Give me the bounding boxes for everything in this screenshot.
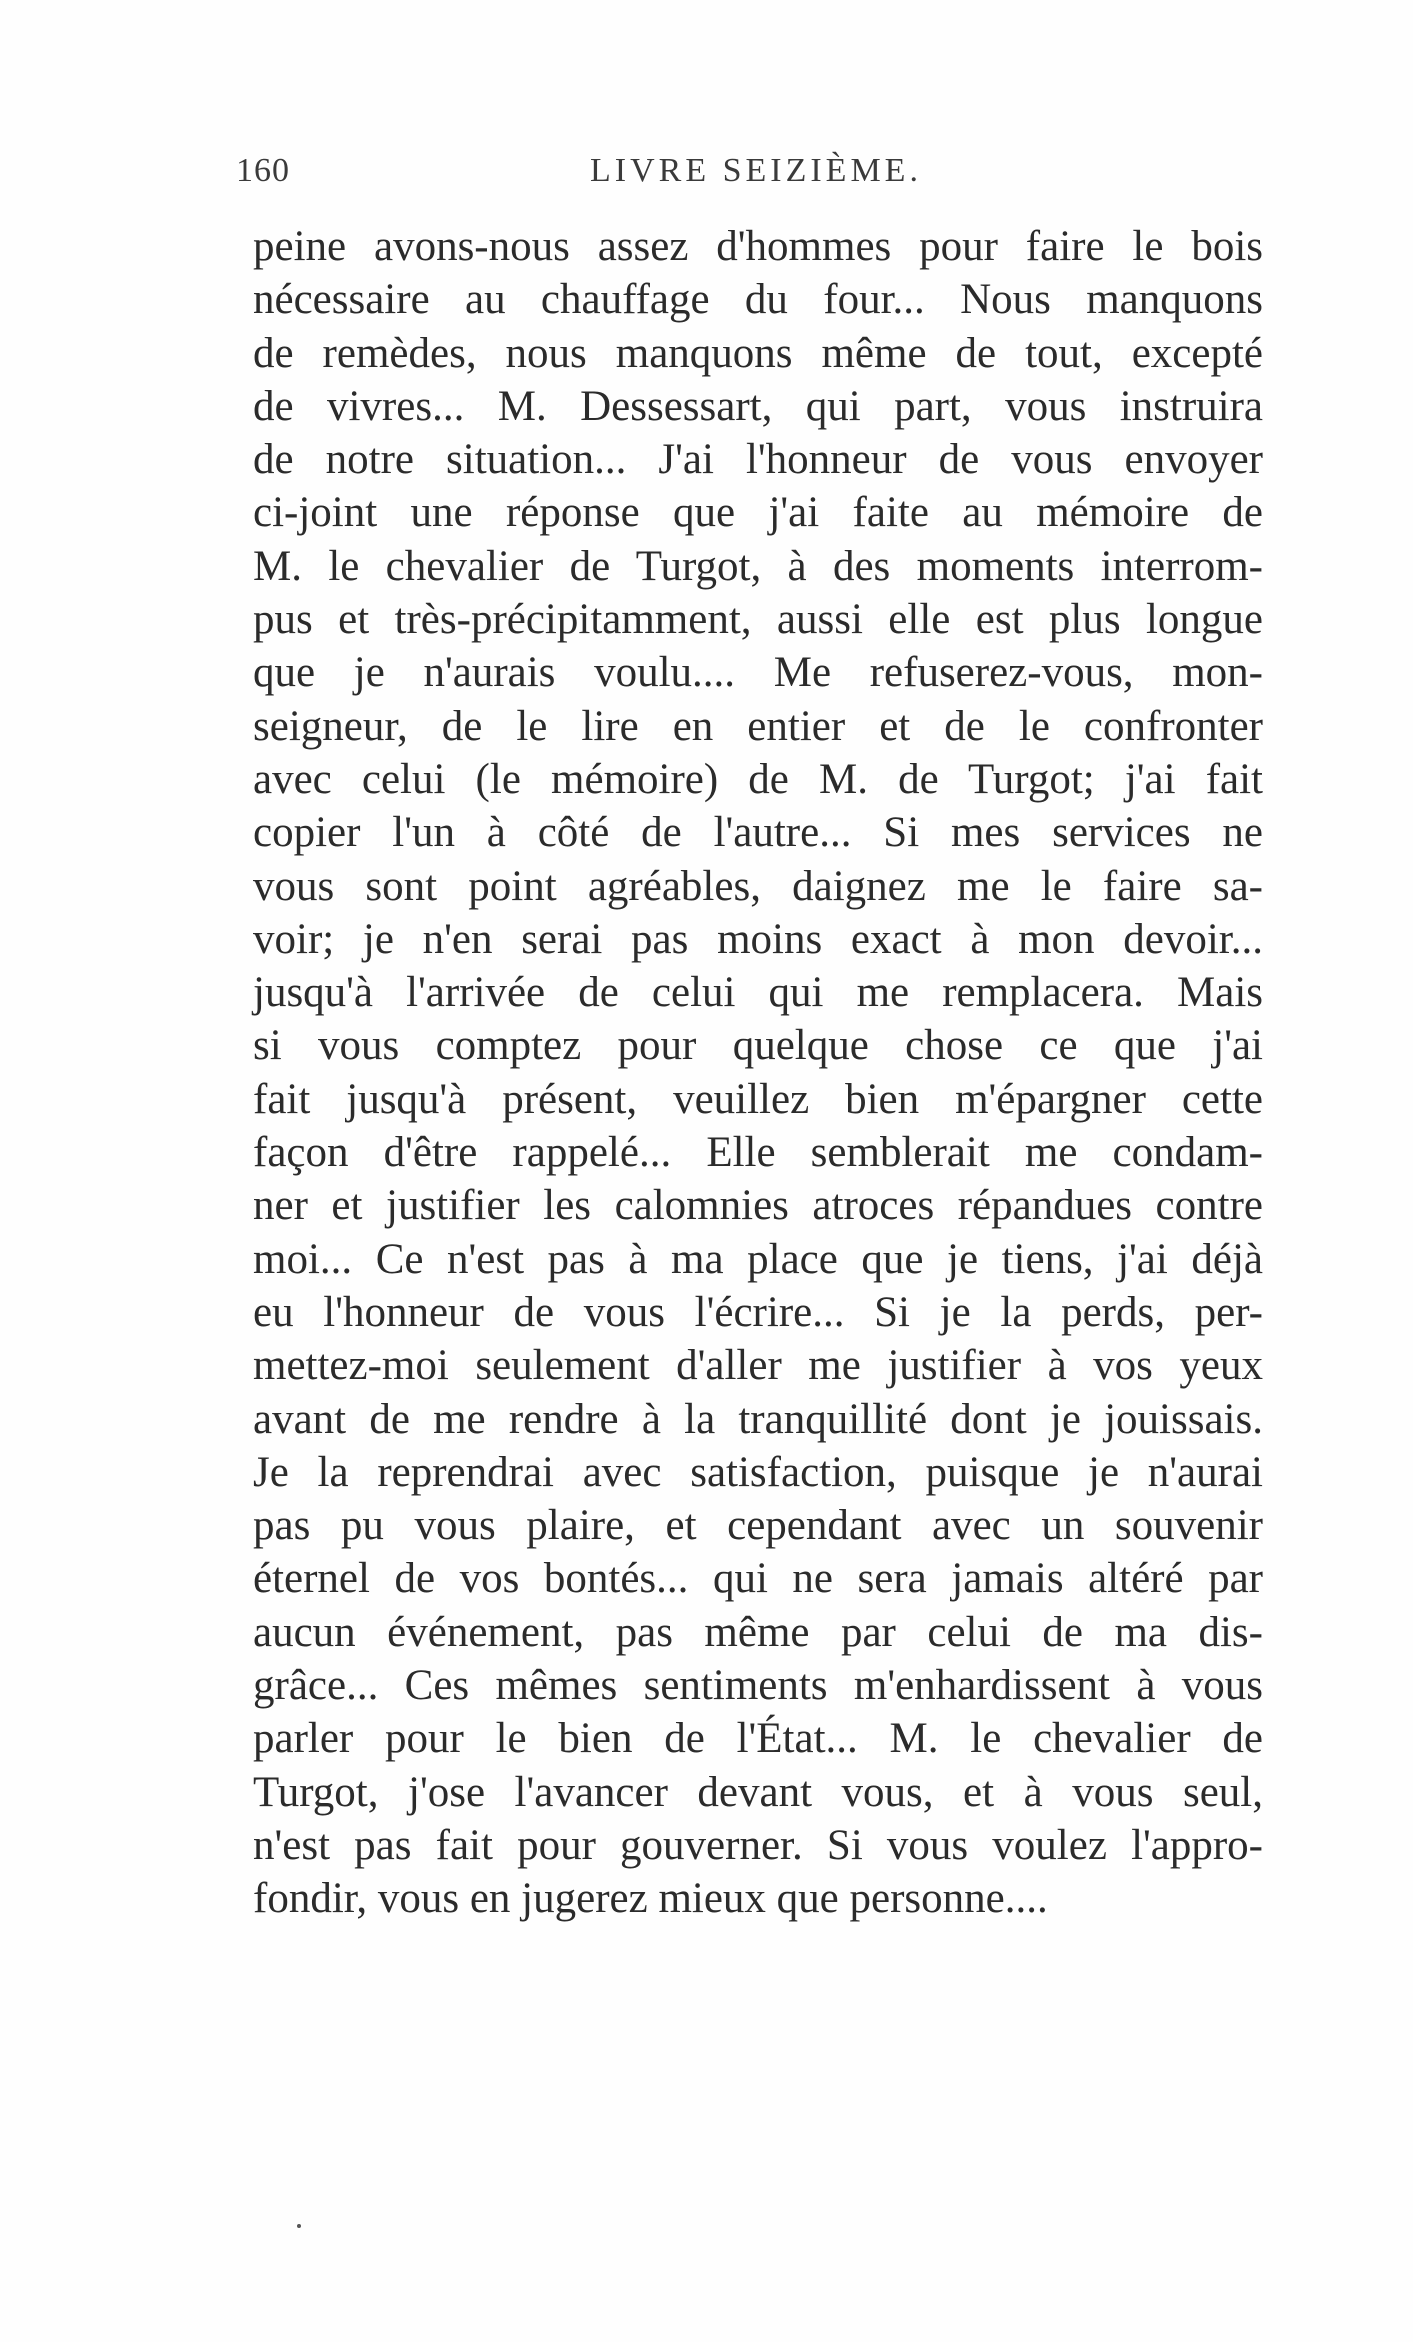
text-line: peine avons-nous assez d'hommes pour faire le bois	[253, 223, 1263, 270]
text-line: Turgot, j'ose l'avancer devant vous, et à vous seul,	[253, 1768, 1263, 1816]
text-line: jusqu'à l'arrivée de celui qui me remplacera. Mais	[253, 969, 1263, 1017]
text-line: de remèdes, nous manquons même de tout, excepté	[253, 329, 1263, 377]
text-line: grâce... Ces mêmes sentiments m'enhardissent à vous	[253, 1662, 1263, 1710]
print-speck	[297, 2224, 301, 2228]
text-line: aucun événement, pas même par celui de ma dis-	[253, 1608, 1263, 1656]
page-number: 160	[236, 152, 290, 189]
text-line: avant de me rendre à la tranquillité dont je jouissais.	[253, 1395, 1263, 1443]
text-line: copier l'un à côté de l'autre... Si mes services ne	[253, 809, 1263, 857]
text-line: si vous comptez pour quelque chose ce que j'ai	[253, 1022, 1263, 1070]
text-line: éternel de vos bontés... qui ne sera jamais altéré par	[253, 1555, 1263, 1603]
text-line: eu l'honneur de vous l'écrire... Si je la perds, per-	[253, 1288, 1263, 1336]
text-line: pus et très-précipitamment, aussi elle est plus longue	[253, 596, 1263, 644]
text-line: nécessaire au chauffage du four... Nous manquons	[253, 276, 1263, 324]
text-line: façon d'être rappelé... Elle semblerait me condam-	[253, 1129, 1263, 1177]
body-text	[253, 220, 1263, 1926]
text-line: fait jusqu'à présent, veuillez bien m'épargner cette	[253, 1075, 1263, 1123]
running-title: LIVRE SEIZIÈME.	[590, 152, 922, 189]
text-line: avec celui (le mémoire) de M. de Turgot; j'ai fait	[253, 755, 1263, 803]
text-line: que je n'aurais voulu.... Me refuserez-vous, mon-	[253, 649, 1263, 697]
running-head	[0, 152, 1413, 202]
text-line: M. le chevalier de Turgot, à des moments interrom-	[253, 542, 1263, 590]
text-line: pas pu vous plaire, et cependant avec un souvenir	[253, 1502, 1263, 1550]
text-line: vous sont point agréables, daignez me le faire sa-	[253, 862, 1263, 910]
text-line: fondir, vous en jugerez mieux que personne....	[253, 1875, 1048, 1923]
text-line: ci-joint une réponse que j'ai faite au mémoire de	[253, 489, 1263, 537]
text-line: de notre situation... J'ai l'honneur de vous envoyer	[253, 436, 1263, 484]
text-line: n'est pas fait pour gouverner. Si vous voulez l'appro-	[253, 1821, 1263, 1869]
text-line: voir; je n'en serai pas moins exact à mon devoir...	[253, 915, 1263, 963]
text-line: moi... Ce n'est pas à ma place que je tiens, j'ai déjà	[253, 1235, 1263, 1283]
text-line: Je la reprendrai avec satisfaction, puisque je n'aurai	[253, 1448, 1263, 1496]
text-line: de vivres... M. Dessessart, qui part, vous instruira	[253, 382, 1263, 430]
text-line: seigneur, de le lire en entier et de le confronter	[253, 702, 1263, 750]
text-line: ner et justifier les calomnies atroces répandues contre	[253, 1182, 1263, 1230]
text-line: mettez-moi seulement d'aller me justifier à vos yeux	[253, 1342, 1263, 1390]
text-line: parler pour le bien de l'État... M. le chevalier de	[253, 1715, 1263, 1763]
